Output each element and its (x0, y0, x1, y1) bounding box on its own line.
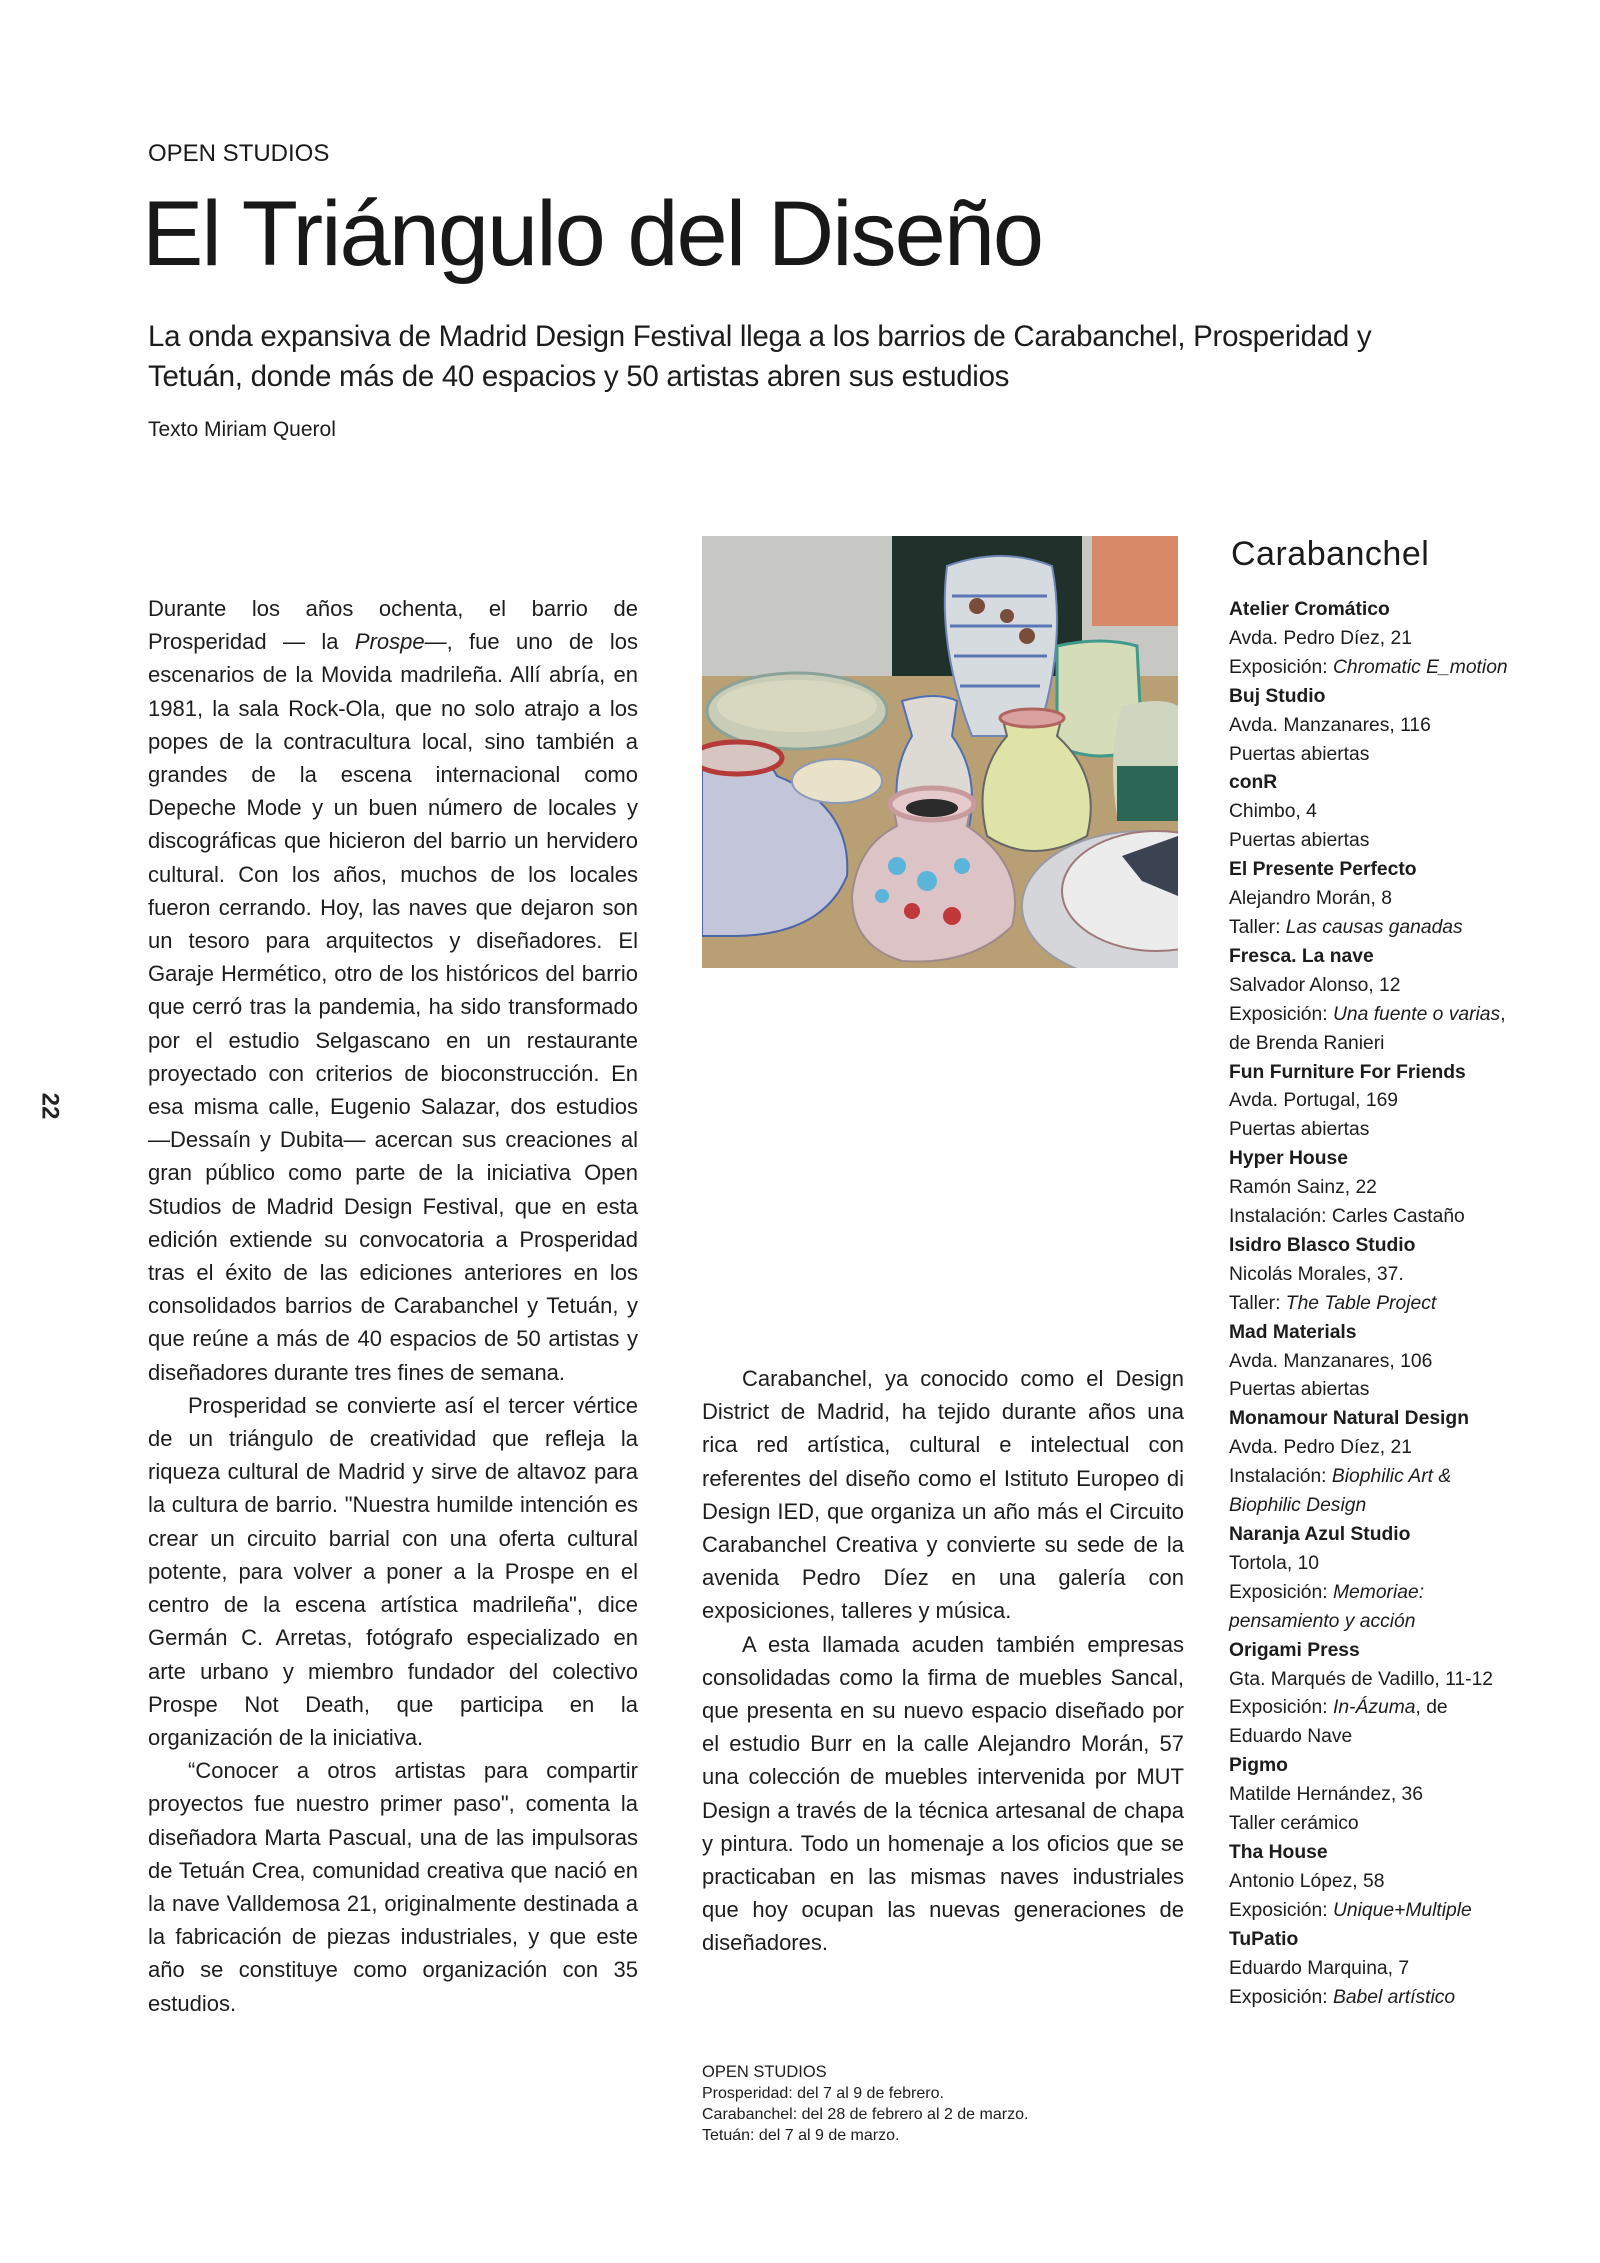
venue-detail-title: Unique+Multiple (1332, 1899, 1472, 1921)
venue-detail-label: Exposición: (1229, 1581, 1333, 1603)
venue-detail-rest: , de (1415, 1697, 1448, 1719)
venue-detail-label: Exposición: (1229, 1697, 1333, 1719)
venue-detail-title: Chromatic E_motion (1332, 656, 1508, 678)
venue-name: Origami Press (1229, 1639, 1360, 1661)
venue-detail-title: The Table Project (1285, 1292, 1437, 1314)
venue-item (1229, 1319, 1589, 1406)
page-number: 22 (36, 1092, 64, 1120)
ceramics-photo (702, 536, 1178, 968)
venue-name: Tha House (1229, 1841, 1328, 1863)
paragraph-carabanchel: Carabanchel, ya conocido como el Design District de Madrid, ha tejido durante años una rica red artística, cultural e intelectual con referentes del diseño como el Istituto Europeo di Design IED, que organiza un año más el Circuito Carabanchel Creativa y convierte su sede de la avenida Pedro Díez en una galería con exposiciones, talleres y música. (702, 1366, 1184, 1624)
venue-item (1229, 1145, 1589, 1232)
article-column-left (148, 592, 638, 2020)
venue-name: Fun Furniture For Friends (1229, 1061, 1466, 1083)
date-prosperidad: Prosperidad: del 7 al 9 de febrero. (702, 2085, 944, 2102)
venue-address: Avda. Manzanares, 116 (1229, 714, 1431, 736)
intro-italic-term: Prospe (354, 629, 425, 655)
venue-detail-continued: Biophilic Design (1229, 1495, 1367, 1517)
paragraph-sancal: A esta llamada acuden también empresas consolidadas como la firma de muebles Sancal, que presenta en su nuevo espacio diseñado por el estudio Burr en la calle Alejandro Morán, 57 una colección de muebles intervenida por MUT Design a través de la técnica artesanal de chapa y pintura. Todo un homenaje a los oficios que se practicaban en las mismas naves industriales que hoy ocupan las nuevas generaciones de diseñadores. (702, 1631, 1184, 1956)
sidebar-title: Carabanchel (1231, 535, 1430, 573)
venue-item (1229, 1637, 1589, 1753)
intro-text-rest: —, fue uno de los escenarios de la Movida madrileña. Allí abría, en 1981, la sala Rock-Ola, que no solo atrajo a los popes de la contracultura local, sino también a grandes de la escena internacional como Depeche Mode y un buen número de locales y discográficas que hicieron del barrio un hervidero cultural. Con los años, muchos de los locales fueron cerrando. Hoy, las naves que dejaron son un tesoro para arquitectos y diseñadores. El Garaje Hermético, otro de los históricos del barrio que cerró tras la pandemia, ha sido transformado por el estudio Selgascano en un restaurante proyectado con criterios de bioconstrucción. En esa misma calle, Eugenio Salazar, dos estudios —Dessaín y Dubita— acercan sus creaciones al gran público como parte de la iniciativa Open Studios de Madrid Design Festival, que en esta edición extiende su convocatoria a Prosperidad tras el éxito de las ediciones anteriores en los consolidados barrios de Carabanchel y Tetuán, y que reúne a más de 40 espacios de 50 artistas y diseñadores durante tres fines de semana. (148, 629, 638, 1385)
venue-address: Chimbo, 4 (1229, 801, 1317, 823)
bowl-inner (717, 680, 877, 732)
venue-item (1229, 1232, 1589, 1319)
venue-detail (1229, 827, 1589, 856)
venue-detail-continued: pensamiento y acción (1229, 1610, 1416, 1632)
venue-detail-title: In-Ázuma (1332, 1697, 1416, 1719)
venue-address: Antonio López, 58 (1229, 1870, 1385, 1892)
venue-detail-label: Puertas abiertas (1229, 830, 1370, 852)
ceramics-illustration (702, 536, 1178, 968)
article-subtitle: La onda expansiva de Madrid Design Festival llega a los barrios de Carabanchel, Prosperidad y Tetuán, donde más de 40 espacios y 50 artistas abren sus estudios (148, 320, 1372, 393)
venue-detail (1229, 1579, 1589, 1608)
venue-detail-label: Taller: (1229, 916, 1286, 938)
venue-name: Monamour Natural Design (1229, 1408, 1469, 1430)
venue-detail-label: Taller cerámico (1229, 1813, 1359, 1835)
venue-sidebar (1229, 535, 1589, 2012)
venue-detail (1229, 1897, 1589, 1926)
venue-detail-label: Instalación: Carles Castaño (1229, 1206, 1465, 1228)
venue-detail (1229, 654, 1589, 683)
venue-address: Avda. Pedro Díez, 21 (1229, 627, 1412, 649)
article-title: El Triángulo del Diseño (142, 183, 1043, 285)
venue-item (1229, 1059, 1589, 1146)
venue-item (1229, 1926, 1589, 2013)
info-title: OPEN STUDIOS (702, 2063, 827, 2081)
byline: Texto Miriam Querol (148, 418, 336, 441)
venue-detail (1229, 1001, 1589, 1030)
venue-name: Buj Studio (1229, 685, 1326, 707)
open-studios-dates (702, 2062, 1028, 2146)
venue-name: Naranja Azul Studio (1229, 1524, 1411, 1545)
venue-detail (1229, 1290, 1589, 1319)
brick-window (1092, 536, 1178, 626)
venue-detail (1229, 741, 1589, 770)
venue-name: Atelier Cromático (1229, 599, 1390, 620)
venue-detail-title: Biophilic Art & (1331, 1466, 1452, 1488)
venue-detail-label: Exposición: (1229, 1899, 1333, 1921)
venue-detail-label: Puertas abiertas (1229, 1119, 1370, 1141)
venue-list (1229, 596, 1589, 2012)
venue-address: Avda. Pedro Díez, 21 (1229, 1437, 1412, 1459)
venue-detail-continued: de Brenda Ranieri (1229, 1032, 1385, 1054)
venue-detail-title: Una fuente o varias (1332, 1003, 1501, 1025)
venue-address: Avda. Portugal, 169 (1229, 1090, 1399, 1112)
venue-item (1229, 596, 1589, 683)
venue-detail (1229, 1203, 1589, 1232)
venue-detail (1229, 1694, 1589, 1723)
venue-item (1229, 856, 1589, 943)
venue-name: Hyper House (1229, 1148, 1348, 1170)
venue-detail-title: Las causas ganadas (1285, 916, 1463, 938)
venue-address: Nicolás Morales, 37. (1229, 1263, 1404, 1285)
date-tetuan: Tetuán: del 7 al 9 de marzo. (702, 2127, 900, 2144)
venue-address: Ramón Sainz, 22 (1229, 1177, 1377, 1199)
venue-address: Eduardo Marquina, 7 (1229, 1957, 1410, 1979)
venue-name: Mad Materials (1229, 1321, 1357, 1343)
venue-detail-title: Memoriae: (1332, 1581, 1425, 1603)
venue-detail (1229, 1116, 1589, 1145)
venue-item (1229, 1839, 1589, 1926)
venue-address: Gta. Marqués de Vadillo, 11-12 (1229, 1668, 1494, 1690)
paragraph-intro (148, 592, 638, 1389)
venue-address: Matilde Hernández, 36 (1229, 1784, 1423, 1806)
section-kicker: OPEN STUDIOS (148, 140, 330, 167)
venue-address: Tortola, 10 (1229, 1552, 1320, 1574)
venue-name: conR (1229, 772, 1278, 794)
venue-name: Isidro Blasco Studio (1229, 1234, 1416, 1256)
venue-name: Pigmo (1229, 1755, 1288, 1777)
venue-name: TuPatio (1229, 1928, 1299, 1950)
venue-address: Alejandro Morán, 8 (1229, 888, 1392, 910)
venue-address: Salvador Alonso, 12 (1229, 974, 1401, 996)
venue-detail-label: Exposición: (1229, 656, 1333, 678)
venue-name: El Presente Perfecto (1229, 859, 1417, 881)
paragraph-prosperidad: Prosperidad se convierte así el tercer vértice de un triángulo de creatividad que refleja la riqueza cultural de Madrid y sirve de altavoz para la cultura de barrio. "Nuestra humilde intención es crear un circuito barrial con una oferta cultural potente, para volver a poner a la Prospe en el centro de la escena artística madrileña", dice Germán C. Arretas, fotógrafo especializado en arte urbano y miembro fundador del colectivo Prospe Not Death, que participa en la organización de la iniciativa. (148, 1392, 638, 1750)
venue-detail-continued: Eduardo Nave (1229, 1726, 1353, 1748)
venue-detail-label: Taller: (1229, 1292, 1286, 1314)
venue-detail-rest: , (1500, 1003, 1506, 1025)
venue-item (1229, 1521, 1589, 1637)
date-carabanchel: Carabanchel: del 28 de febrero al 2 de marzo. (702, 2106, 1029, 2123)
venue-item (1229, 1405, 1589, 1521)
small-cup (792, 759, 882, 803)
paragraph-tetuan: “Conocer a otros artistas para compartir proyectos fue nuestro primer paso", comenta la diseñadora Marta Pascual, una de las impulsoras de Tetuán Crea, comunidad creativa que nació en la nave Valldemosa 21, originalmente destinada a la fabricación de piezas industriales, y que este año se constituye como organización con 35 estudios. (148, 1758, 638, 2016)
venue-detail-label: Puertas abiertas (1229, 743, 1370, 765)
article-column-middle (702, 1362, 1184, 1960)
venue-detail (1229, 1984, 1589, 2013)
venue-detail (1229, 1463, 1589, 1492)
venue-item (1229, 683, 1589, 770)
venue-item (1229, 943, 1589, 1059)
venue-detail-label: Exposición: (1229, 1003, 1333, 1025)
venue-name: Fresca. La nave (1229, 945, 1374, 967)
venue-detail-label: Instalación: (1229, 1466, 1332, 1488)
intro-text-prefix: Durante los años ochenta, el barrio de Prosperidad — la (148, 596, 638, 655)
venue-address: Avda. Manzanares, 106 (1229, 1350, 1433, 1372)
venue-detail-title: Babel artístico (1332, 1986, 1456, 2008)
venue-detail (1229, 1810, 1589, 1839)
venue-detail (1229, 1376, 1589, 1405)
venue-detail-label: Puertas abiertas (1229, 1379, 1370, 1401)
venue-item (1229, 769, 1589, 856)
venue-detail-label: Exposición: (1229, 1986, 1333, 2008)
venue-detail (1229, 914, 1589, 943)
venue-item (1229, 1752, 1589, 1839)
